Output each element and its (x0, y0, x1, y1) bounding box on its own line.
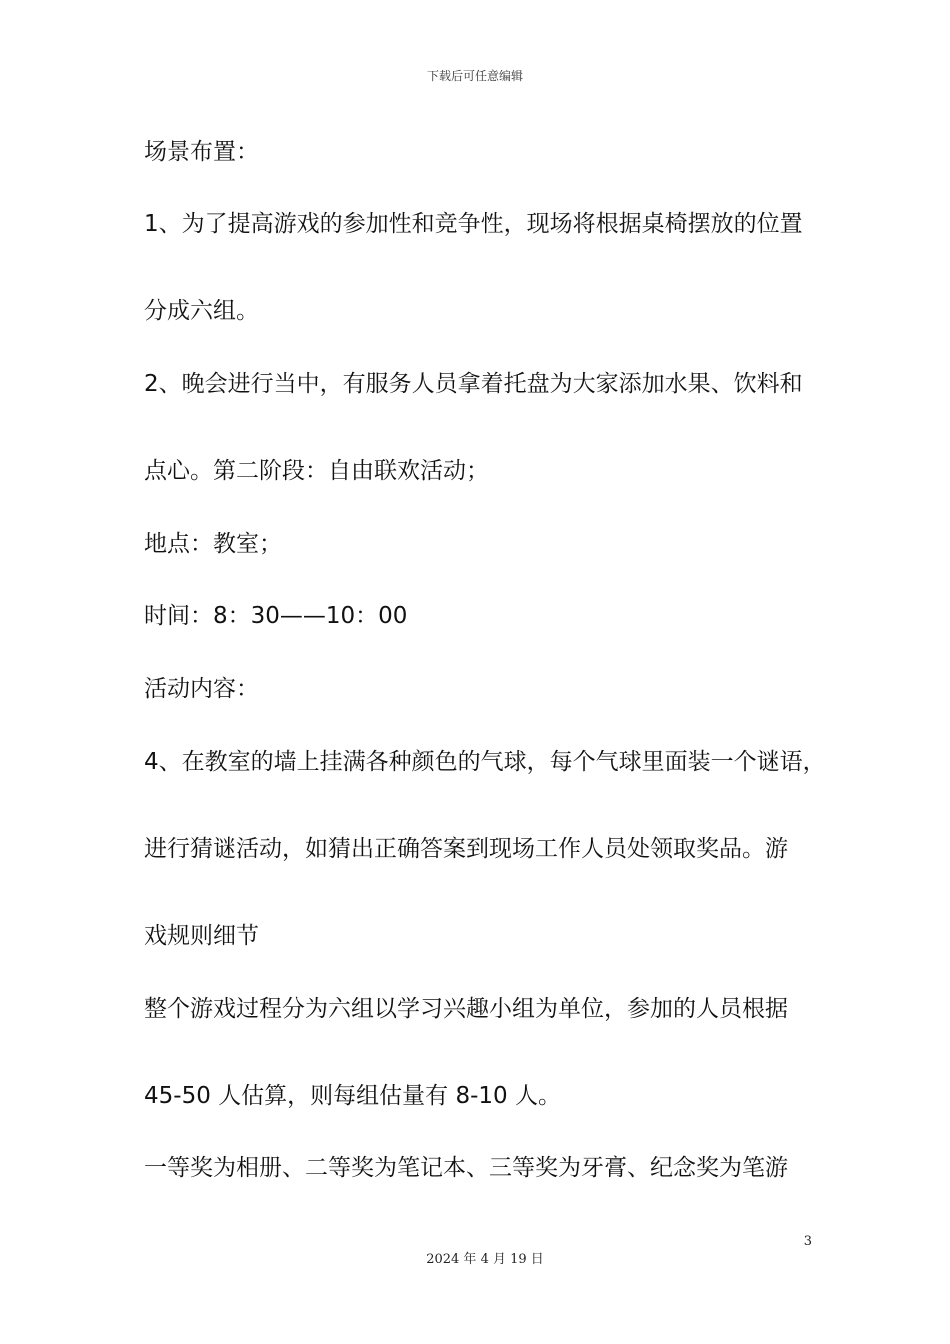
body-line-location: 地点：教室； (144, 531, 282, 557)
body-line: 4、在教室的墙上挂满各种颜色的气球，每个气球里面装一个谜语， (144, 749, 826, 775)
body-line: 1、为了提高游戏的参加性和竞争性，现场将根据桌椅摆放的位置 (144, 211, 803, 237)
section-heading-game-rules: 戏规则细节 (144, 923, 259, 949)
body-line: 进行猜谜活动，如猜出正确答案到现场工作人员处领取奖品。游 (144, 836, 788, 862)
body-line: 45-50 人估算，则每组估量有 8-10 人。 (144, 1083, 561, 1109)
page-number: 3 (803, 1234, 812, 1249)
body-line: 分成六组。 (144, 298, 259, 324)
body-line: 点心。第二阶段：自由联欢活动； (144, 458, 489, 484)
body-line: 一等奖为相册、二等奖为笔记本、三等奖为牙膏、纪念奖为笔游 (144, 1155, 788, 1181)
footer-date: 2024 年 4 月 19 日 (426, 1252, 544, 1267)
body-line: 2、晚会进行当中，有服务人员拿着托盘为大家添加水果、饮料和 (144, 371, 803, 397)
header-note: 下载后可任意编辑 (426, 69, 523, 83)
body-line-time: 时间：8：30——10：00 (144, 603, 408, 629)
body-line: 整个游戏过程分为六组以学习兴趣小组为单位，参加的人员根据 (144, 996, 788, 1022)
section-heading-scene-setup: 场景布置： (144, 139, 259, 165)
section-heading-activity: 活动内容： (144, 676, 259, 702)
